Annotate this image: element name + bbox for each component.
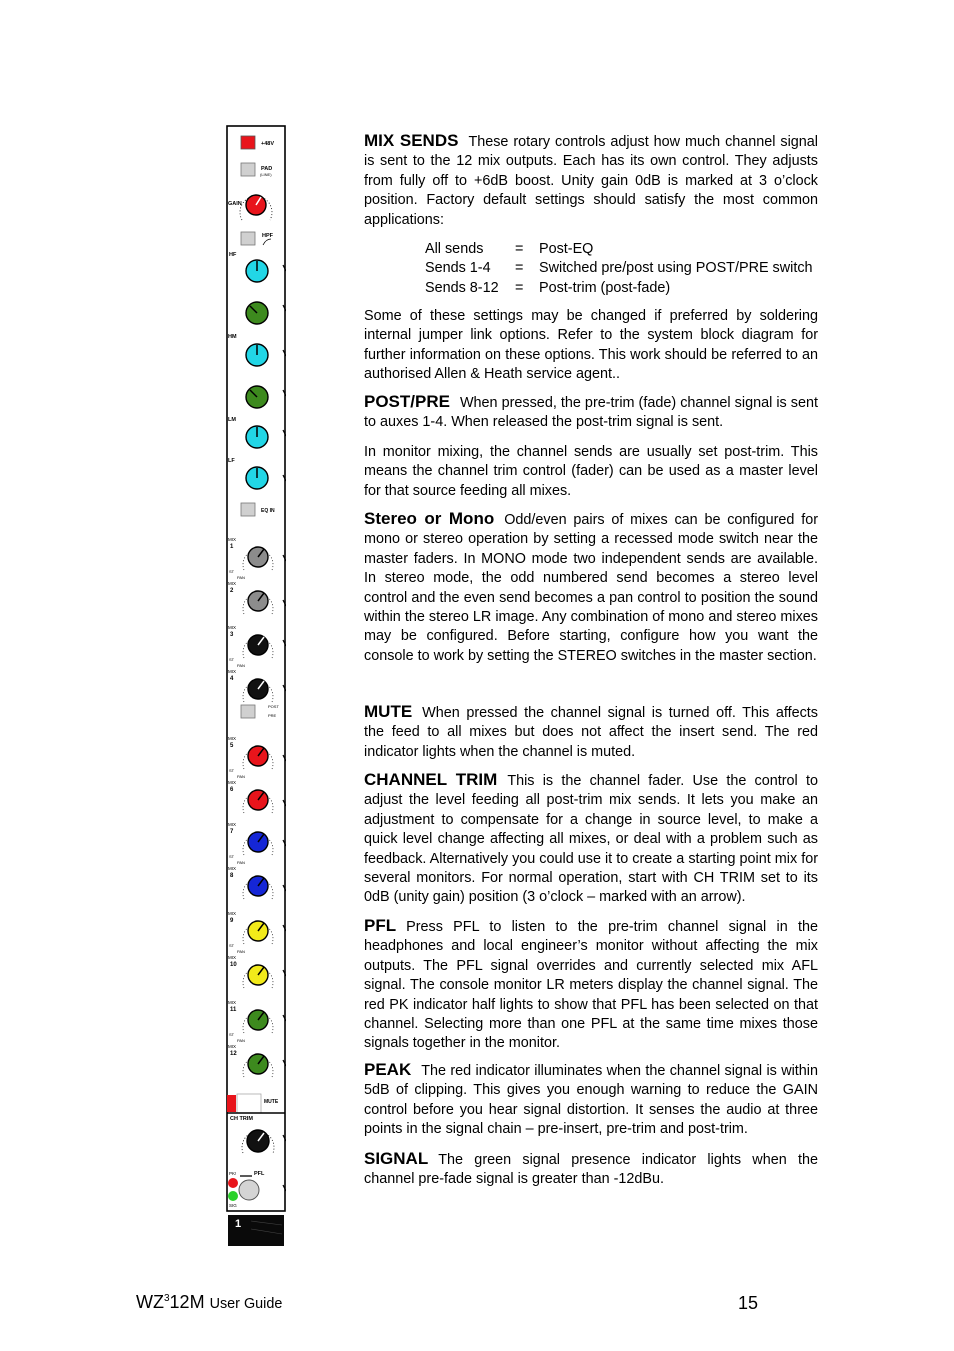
pan-label: PAN	[237, 949, 245, 954]
monitor-note: In monitor mixing, the channel sends are usually set post-trim. This means the channel trim control (fader) can be used as a master level for that source feeding all mixes.	[364, 444, 818, 499]
mix-send-label: MIX	[228, 780, 237, 785]
mix-send-number: 3	[230, 632, 234, 638]
pfl-section	[364, 916, 818, 1054]
mix-send-number: 10	[230, 962, 237, 968]
mix-send-label: MIX	[228, 581, 237, 586]
hpf-button[interactable]	[241, 232, 255, 245]
mix-send-label: MIX	[228, 1000, 237, 1005]
hf-label: HF	[229, 252, 237, 258]
mix-send-label: MIX	[228, 955, 237, 960]
mix-send-number: 9	[230, 918, 234, 924]
mute-section	[364, 702, 818, 762]
gain-label: GAIN	[228, 201, 242, 207]
pad-label: PAD	[261, 166, 273, 172]
stereo-mono-body: Odd/even pairs of mixes can be configured for mono or stereo operation by setting a recessed mode switch near the master faders. In MONO mode two independent sends are available. In stereo mode, the odd numbered send becomes a stereo level control and the even send becomes a pan control to position the sound within the stereo LR image. Any combination of mono and stereo mixes may be configured. Before starting, configure how you want the console to work by setting the STEREO switches in the master section.	[364, 512, 818, 664]
routing-row: Sends 8-12 = Post-trim (post-fade)	[425, 279, 671, 296]
post-pre-body: When pressed, the pre-trim (fade) channel signal is sent to auxes 1-4. When released the post-trim signal is sent.	[364, 395, 818, 431]
signal-body: The green signal presence indicator lights when the channel pre-fade signal is greater than -12dBu.	[364, 1152, 818, 1188]
st-label: ST	[229, 569, 235, 574]
mix-send-number: 4	[230, 676, 234, 682]
mix-send-number: 8	[230, 873, 234, 879]
channel-number: 1	[235, 1218, 242, 1230]
eq-in-label: EQ IN	[261, 508, 275, 514]
mix-send-number: 5	[230, 743, 234, 749]
mix-send-label: MIX	[228, 1044, 237, 1049]
channel-trim-section	[364, 770, 818, 908]
mix-send-number: 11	[230, 1007, 237, 1013]
st-label: ST	[229, 1032, 235, 1037]
phantom-power-label: +48V	[261, 141, 274, 147]
lf-label: LF	[228, 458, 235, 464]
mix-send-number: 1	[230, 544, 234, 550]
peak-section	[364, 1060, 818, 1140]
pfl-label: PFL	[254, 1171, 265, 1177]
st-label: ST	[229, 768, 235, 773]
mix-send-number: 7	[230, 829, 234, 835]
mix-send-number: 6	[230, 787, 234, 793]
routing-row: Sends 1-4 = Switched pre/post using POST/PRE switch	[425, 260, 813, 277]
post-label: POST	[268, 704, 279, 709]
mute-button[interactable]	[237, 1094, 261, 1113]
pan-label: PAN	[237, 575, 245, 580]
mix-send-label: MIX	[228, 822, 237, 827]
peak-led	[228, 1178, 238, 1188]
jumper-note: Some of these settings may be changed if preferred by soldering internal jumper link options. Refer to the system block diagram for further information on these options. This work should be referred to an authorised Allen & Heath service agent..	[364, 308, 818, 383]
routing-list	[425, 240, 813, 298]
st-label: ST	[229, 854, 235, 859]
routing-row: All sends = Post-EQ	[425, 241, 594, 257]
pan-label: PAN	[237, 774, 245, 779]
mix-sends-body: These rotary controls adjust how much channel signal is sent to the 12 mix outputs. Each has its own control. They adjusts from fully off to +6dB boost. Unity gain 0dB is marked at 3 o’clock position. Factory default settings should satisfy the most common applications:	[364, 134, 818, 228]
eq-in-button[interactable]	[241, 503, 255, 516]
hpf-label: HPF	[262, 233, 273, 239]
mix-send-label: MIX	[228, 736, 237, 741]
mix-send-label: MIX	[228, 911, 237, 916]
mute-heading: MUTE	[364, 702, 413, 721]
pfl-heading: PFL	[364, 916, 397, 935]
mix-send-label: MIX	[228, 866, 237, 871]
pan-label: PAN	[237, 1038, 245, 1043]
lm-label: LM	[228, 417, 236, 423]
mix-send-label: MIX	[228, 537, 237, 542]
sig-label: SIG	[229, 1203, 237, 1208]
signal-heading: SIGNAL	[364, 1149, 429, 1168]
peak-body: The red indicator illuminates when the channel signal is within 5dB of clipping. This gives you enough warning to reduce the GAIN control before you hear signal distortion. It senses the audio at three points in the signal chain – pre-insert, pre-trim and post-trim.	[364, 1063, 818, 1138]
signal-section	[364, 1149, 818, 1190]
mix-send-number: 12	[230, 1051, 237, 1057]
footer-title: $WZ^312M$ User Guide	[136, 1292, 283, 1312]
mix-send-label: MIX	[228, 669, 237, 674]
post-pre-button[interactable]	[241, 705, 255, 718]
mix-sends-heading: MIX SENDS	[364, 131, 459, 150]
mix-send-label: MIX	[228, 625, 237, 630]
pan-label: PAN	[237, 663, 245, 668]
hm-label: HM	[228, 334, 237, 340]
post-pre-section	[364, 392, 818, 433]
post-pre-heading: POST/PRE	[364, 392, 450, 411]
mute-label: MUTE	[264, 1099, 279, 1105]
mix-send-number: 2	[230, 588, 234, 594]
pad-sub-label: (LINE)	[260, 172, 272, 177]
signal-led	[228, 1191, 238, 1201]
pk-label: PK!	[229, 1171, 237, 1176]
pre-label: PRE	[268, 713, 277, 718]
stereo-mono-section	[364, 509, 818, 666]
st-label: ST	[229, 657, 235, 662]
pfl-body: Press PFL to listen to the pre-trim channel signal in the headphones and local engineer’s monitor without affecting the mix outputs. The PFL signal overrides and currently selected mix AFL signal. The console monitor LR meters display the channel signal. The red PK indicator half lights to show that PFL has been selected on that channel. Selecting more than one PFL at the same time mixes those signals together in the monitor.	[364, 919, 818, 1052]
mute-body: When pressed the channel signal is turned off. This affects the feed to all mixes but does not affect the insert send. The red indicator lights when the channel is muted.	[364, 705, 818, 760]
channel-strip-illustration	[226, 125, 286, 1246]
ch-trim-label: CH TRIM	[230, 1116, 253, 1122]
peak-heading: PEAK	[364, 1060, 412, 1079]
pan-label: PAN	[237, 860, 245, 865]
channel-trim-heading: CHANNEL TRIM	[364, 770, 498, 789]
phantom-power-button[interactable]	[241, 136, 255, 149]
channel-trim-body: This is the channel fader. Use the control to adjust the level feeding all post-trim mix sends. It lets you make an adjustment to compensate for a change in source level, to make a quick level change affecting all mixes, or deal with a problem such as feedback. Alternatively you could use it to create a starting point mix for several monitors. For normal operation, start with CH TRIM set to its 0dB (unity gain) position (3 o’clock – marked with an arrow).	[364, 773, 818, 906]
pfl-button[interactable]	[239, 1180, 259, 1200]
pad-button[interactable]	[241, 163, 255, 176]
mix-sends-section	[364, 131, 818, 230]
stereo-mono-heading: Stereo or Mono	[364, 509, 495, 528]
page-number: 15	[738, 1293, 759, 1313]
st-label: ST	[229, 943, 235, 948]
